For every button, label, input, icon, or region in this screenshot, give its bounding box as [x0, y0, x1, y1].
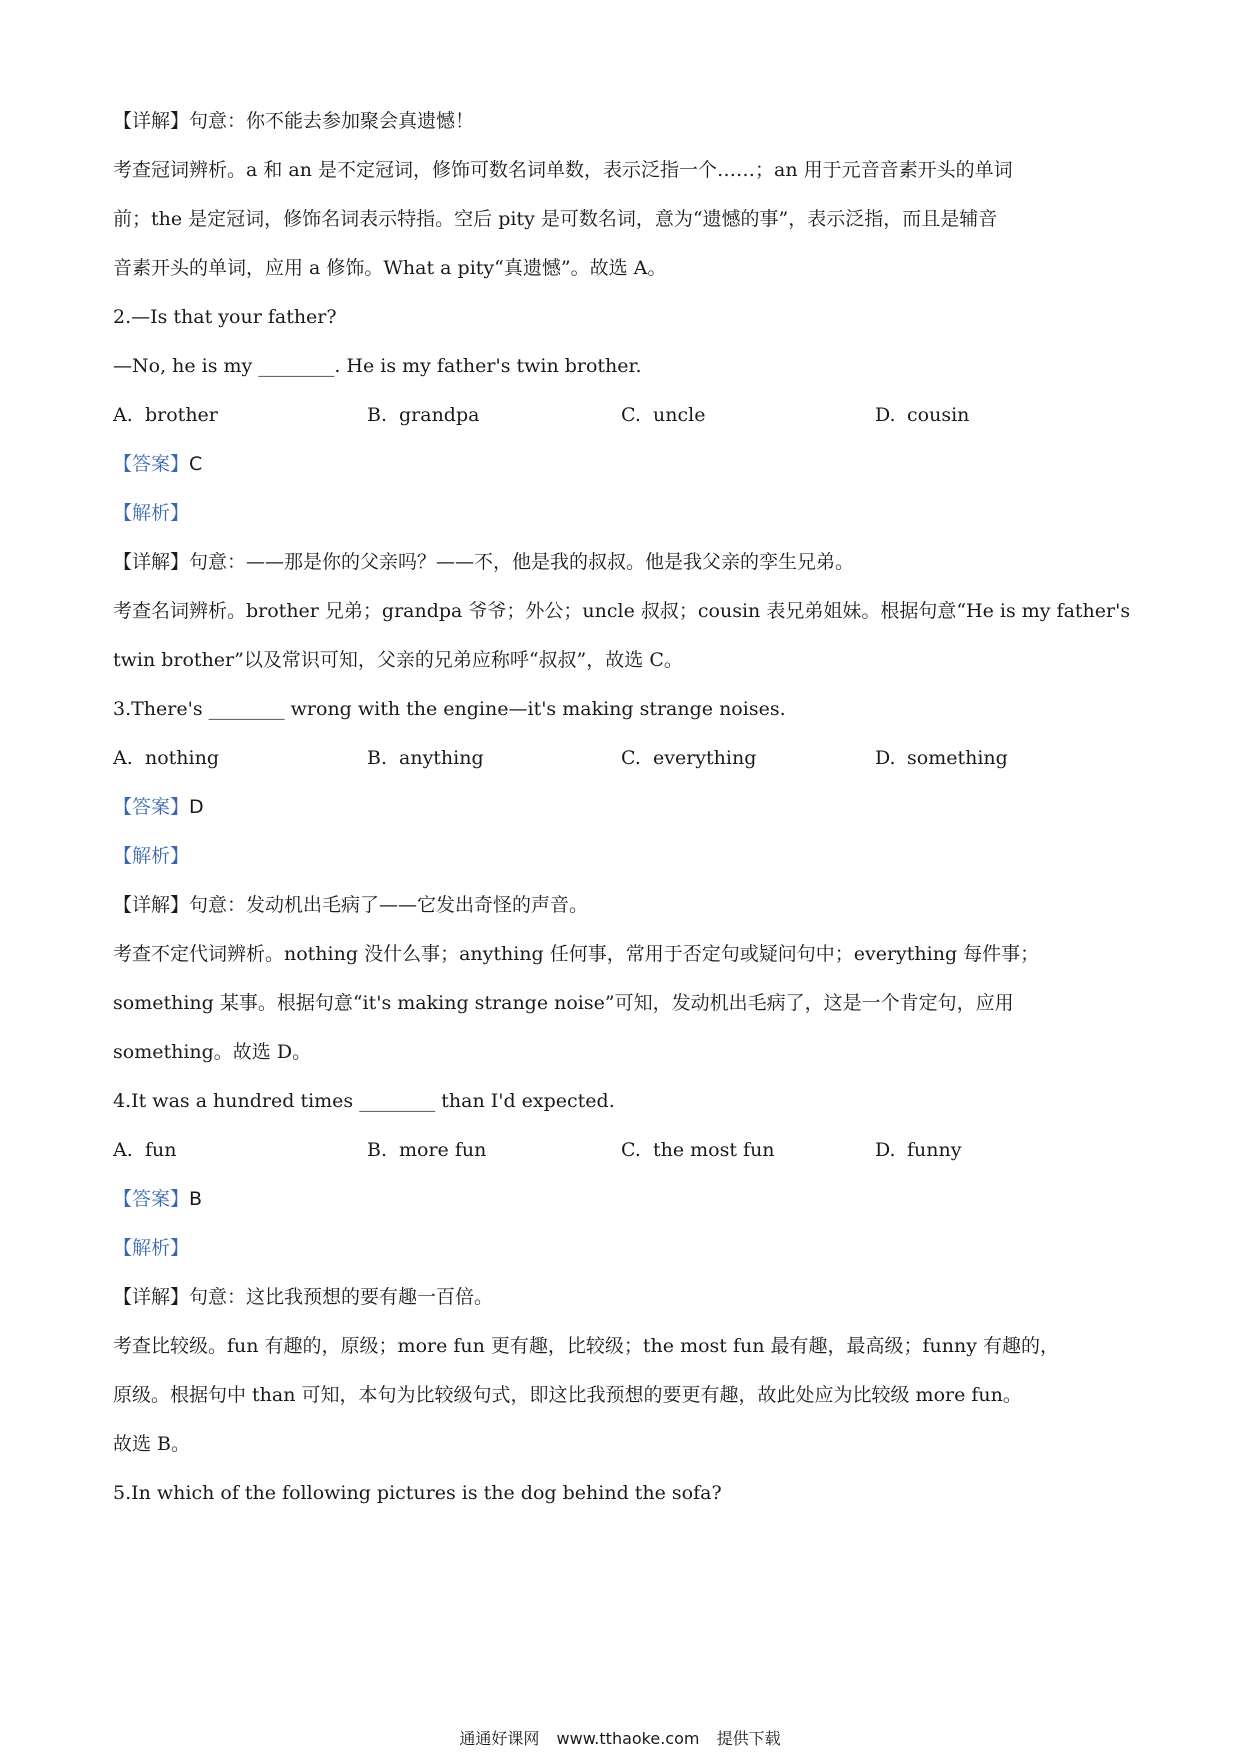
- analysis-line: 音素开头的单词，应用 a 修饰。What a pity“真遗憾”。故选 A。: [113, 257, 667, 279]
- analysis-line: 考查名词辨析。brother 兄弟；grandpa 爷爷；外公；uncle 叔叔；cousin 表兄弟姐妹。根据句意“He is my father's: [113, 600, 1131, 622]
- detail-line: [113, 538, 1133, 587]
- analysis-line: 故选 B。: [113, 1433, 191, 1455]
- detail-meaning: 句意：发动机出毛病了——它发出奇怪的声音。: [189, 894, 589, 916]
- option-d: D. cousin: [875, 404, 970, 426]
- option-d: D. funny: [875, 1139, 962, 1161]
- question-stem: 5.In which of the following pictures is the dog behind the sofa?: [113, 1482, 722, 1504]
- footer-site-name: 通通好课网: [459, 1729, 540, 1748]
- answer-label: 【答案】: [113, 796, 190, 818]
- option-b: B. grandpa: [367, 404, 480, 426]
- answer-line: [113, 783, 1133, 832]
- option-c: C. the most fun: [621, 1139, 775, 1161]
- option-a: A. fun: [113, 1139, 177, 1161]
- option-a: A. brother: [113, 404, 218, 426]
- analysis-line: something 某事。根据句意“it's making strange noise”可知，发动机出毛病了，这是一个肯定句，应用: [113, 992, 1014, 1014]
- footer-note: 提供下载: [716, 1729, 781, 1748]
- answer-value: C: [189, 453, 203, 475]
- analysis-label: 【解析】: [113, 1237, 190, 1259]
- detail-label: 【详解】: [113, 894, 190, 916]
- analysis-line: something。故选 D。: [113, 1041, 312, 1063]
- detail-line: [113, 1273, 1133, 1322]
- answer-line: [113, 440, 1133, 489]
- analysis-line: twin brother”以及常识可知，父亲的兄弟应称呼“叔叔”，故选 C。: [113, 649, 683, 671]
- option-d: D. something: [875, 747, 1008, 769]
- detail-line: [113, 881, 1133, 930]
- option-row: [113, 391, 1133, 440]
- analysis-line: 前；the 是定冠词，修饰名词表示特指。空后 pity 是可数名词，意为“遗憾的事”，表示泛指，而且是辅音: [113, 208, 998, 230]
- analysis-line: 考查冠词辨析。a 和 an 是不定冠词，修饰可数名词单数，表示泛指一个……；an 用于元音音素开头的单词: [113, 159, 1013, 181]
- detail-label: 【详解】: [113, 1286, 190, 1308]
- answer-label: 【答案】: [113, 1188, 190, 1210]
- question-stem: 3.There's ________ wrong with the engine—it's making strange noises.: [113, 698, 786, 720]
- analysis-line: 考查不定代词辨析。nothing 没什么事；anything 任何事，常用于否定句或疑问句中；everything 每件事；: [113, 943, 1040, 965]
- option-c: C. uncle: [621, 404, 706, 426]
- detail-meaning: 句意：——那是你的父亲吗？——不，他是我的叔叔。他是我父亲的孪生兄弟。: [189, 551, 855, 573]
- detail-meaning: 句意：你不能去参加聚会真遗憾！: [189, 110, 475, 132]
- analysis-label: 【解析】: [113, 845, 190, 867]
- detail-line: [113, 97, 1133, 146]
- analysis-line: 原级。根据句中 than 可知，本句为比较级句式，即这比我预想的要更有趣，故此处应为比较级 more fun。: [113, 1384, 1022, 1406]
- question-stem: 4.It was a hundred times ________ than I'd expected.: [113, 1090, 615, 1112]
- footer-url[interactable]: www.tthaoke.com: [556, 1729, 700, 1748]
- option-b: B. more fun: [367, 1139, 487, 1161]
- answer-label: 【答案】: [113, 453, 190, 475]
- question-stem: 2.—Is that your father?: [113, 306, 337, 328]
- option-a: A. nothing: [113, 747, 220, 769]
- detail-label: 【详解】: [113, 110, 190, 132]
- analysis-label: 【解析】: [113, 502, 190, 524]
- option-row: [113, 734, 1133, 783]
- page-footer: [0, 1726, 1240, 1749]
- answer-value: B: [189, 1188, 203, 1210]
- option-b: B. anything: [367, 747, 484, 769]
- detail-label: 【详解】: [113, 551, 190, 573]
- option-c: C. everything: [621, 747, 757, 769]
- question-stem: —No, he is my ________. He is my father's twin brother.: [113, 355, 642, 377]
- detail-meaning: 句意：这比我预想的要有趣一百倍。: [189, 1286, 494, 1308]
- answer-value: D: [189, 796, 204, 818]
- answer-line: [113, 1175, 1133, 1224]
- option-row: [113, 1126, 1133, 1175]
- document-page: [113, 97, 1133, 1518]
- analysis-line: 考查比较级。fun 有趣的，原级；more fun 更有趣，比较级；the most fun 最有趣，最高级；funny 有趣的，: [113, 1335, 1060, 1357]
